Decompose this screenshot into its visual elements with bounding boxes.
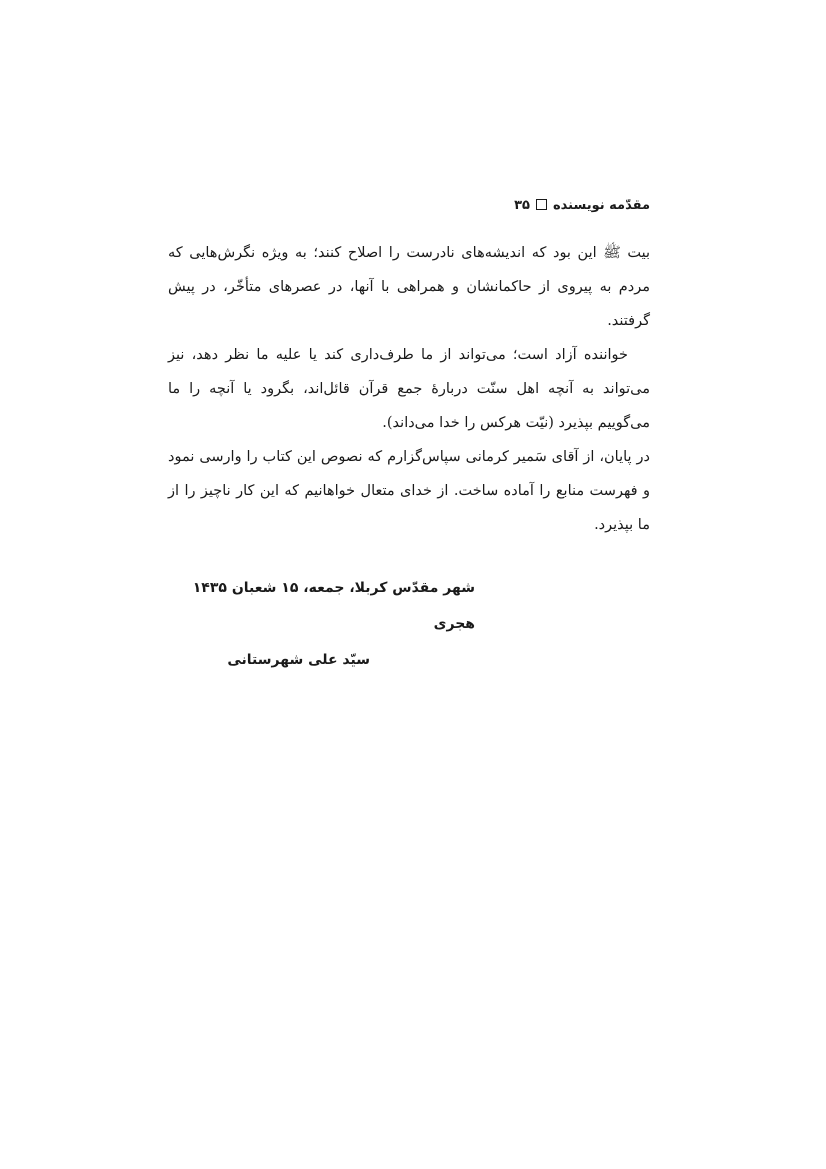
signature-block bbox=[168, 570, 475, 678]
paragraph-acknowledgement: در پایان، از آقای سَمیر کرمانی سپاس‌گزارم که نصوص این کتاب را وارسی نمود و فهرست منابع را آماده ساخت. از خدای متعال خواهانیم که این کار ناچیز را از ما بپذیرد. bbox=[168, 449, 650, 533]
square-separator-icon bbox=[536, 199, 547, 210]
paragraph-continuation: بیت ﷺ این بود که اندیشه‌های نادرست را اصلاح کنند؛ به ویژه نگرش‌هایی که مردم به پیروی از حاکمانشان و همراهی با آنها، در عصرهای متأخّر، در پیش گرفتند. bbox=[168, 245, 650, 329]
running-header bbox=[170, 196, 650, 216]
signature-place-date: شهر مقدّس کربلا، جمعه، ۱۵ شعبان ۱۴۳۵ هجری bbox=[192, 580, 475, 632]
paragraph-reader-freedom: خواننده آزاد است؛ می‌تواند از ما طرف‌داری کند یا علیه ما نظر دهد، نیز می‌تواند به آنچه اهل سنّت دربارهٔ جمع قرآن قائل‌اند، بگرود یا آنچه را ما می‌گوییم بپذیرد (نیّت هرکس را خدا می‌داند). bbox=[168, 347, 650, 431]
chapter-title: مقدّمه نویسنده bbox=[552, 198, 650, 213]
page-number: ۳۵ bbox=[514, 198, 530, 213]
signature-author: سیّد علی شهرستانی bbox=[227, 652, 370, 668]
body-text bbox=[168, 236, 650, 542]
